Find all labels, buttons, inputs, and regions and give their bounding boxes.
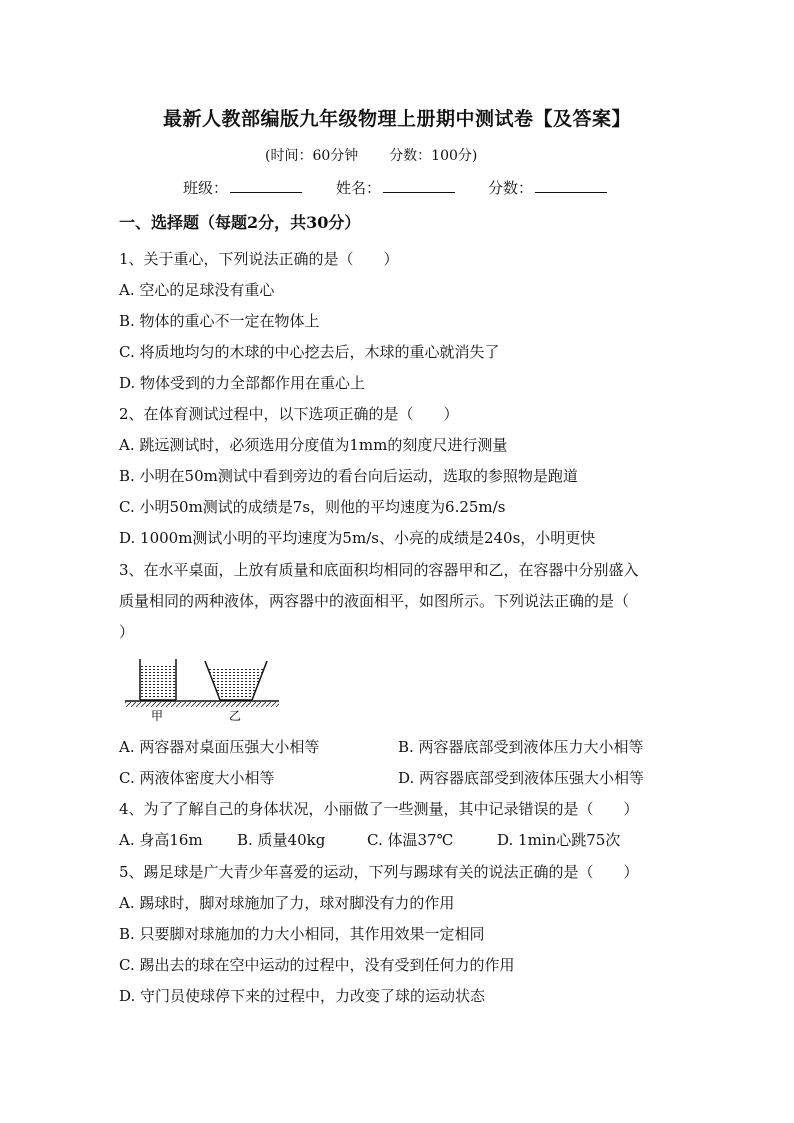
- question-4-option-d[interactable]: D. 1min心跳75次: [497, 831, 621, 849]
- question-1-option-a[interactable]: A. 空心的足球没有重心: [119, 281, 275, 299]
- question-5-option-d[interactable]: D. 守门员使球停下来的过程中，力改变了球的运动状态: [119, 987, 486, 1005]
- question-1-option-d[interactable]: D. 物体受到的力全部都作用在重心上: [119, 374, 366, 392]
- question-3-stem-line1: 3、在水平桌面，上放有质量和底面积均相同的容器甲和乙，在容器中分别盛入: [119, 561, 639, 579]
- question-4-option-c[interactable]: C. 体温37℃: [367, 831, 454, 849]
- question-4-stem: 4、为了了解自己的身体状况，小丽做了一些测量，其中记录错误的是（ ）: [119, 800, 639, 818]
- time-limit: (时间：60分钟: [265, 148, 359, 164]
- question-5-option-a[interactable]: A. 踢球时，脚对球施加了力，球对脚没有力的作用: [119, 894, 455, 912]
- question-3-option-d[interactable]: D. 两容器底部受到液体压强大小相等: [398, 769, 645, 787]
- question-1-stem: 1、关于重心，下列说法正确的是（ ）: [119, 250, 399, 268]
- question-4-option-a[interactable]: A. 身高16m: [119, 831, 203, 849]
- container-yi: [205, 661, 267, 700]
- question-3-option-c[interactable]: C. 两液体密度大小相等: [119, 769, 275, 787]
- score-field: [488, 177, 607, 198]
- question-5-option-b[interactable]: B. 只要脚对球施加的力大小相同，其作用效果一定相同: [119, 925, 485, 943]
- containers-figure: [121, 657, 281, 723]
- class-blank[interactable]: [230, 178, 302, 193]
- score-blank[interactable]: [535, 178, 607, 193]
- total-score: 分数：100分): [389, 148, 478, 164]
- exam-title: 最新人教部编版九年级物理上册期中测试卷【及答案】: [162, 108, 631, 130]
- question-5-option-c[interactable]: C. 踢出去的球在空中运动的过程中，没有受到任何力的作用: [119, 956, 515, 974]
- question-1-option-c[interactable]: C. 将质地均匀的木球的中心挖去后，木球的重心就消失了: [119, 343, 500, 361]
- class-label: 班级：: [183, 179, 229, 197]
- question-2-option-b[interactable]: B. 小明在50m测试中看到旁边的看台向后运动，选取的参照物是跑道: [119, 467, 578, 485]
- container-jia: [140, 659, 176, 700]
- exam-meta: [265, 145, 477, 165]
- name-blank[interactable]: [383, 178, 455, 193]
- question-5-stem: 5、踢足球是广大青少年喜爱的运动，下列与踢球有关的说法正确的是（ ）: [119, 863, 639, 881]
- question-2-option-a[interactable]: A. 跳远测试时，必须选用分度值为1mm的刻度尺进行测量: [119, 436, 508, 454]
- section-heading: 一、选择题（每题2分，共30分）: [119, 213, 361, 232]
- question-3-option-b[interactable]: B. 两容器底部受到液体压力大小相等: [398, 738, 644, 756]
- label-jia: 甲: [151, 709, 164, 723]
- name-field: [336, 177, 455, 198]
- question-2-stem: 2、在体育测试过程中，以下选项正确的是（ ）: [119, 405, 459, 423]
- question-4-option-b[interactable]: B. 质量40kg: [237, 831, 326, 849]
- question-3-option-a[interactable]: A. 两容器对桌面压强大小相等: [119, 738, 320, 756]
- name-label: 姓名：: [336, 179, 382, 197]
- table-hatch: [125, 702, 279, 707]
- question-3-stem-line2: 质量相同的两种液体，两容器中的液面相平，如图所示。下列说法正确的是（: [119, 592, 630, 610]
- question-3-stem-line3: ）: [119, 623, 135, 641]
- question-2-option-d[interactable]: D. 1000m测试小明的平均速度为5m/s、小亮的成绩是240s，小明更快: [119, 529, 596, 547]
- label-yi: 乙: [229, 709, 242, 723]
- score-label: 分数：: [488, 179, 534, 197]
- class-field: [183, 177, 302, 198]
- question-2-option-c[interactable]: C. 小明50m测试的成绩是7s，则他的平均速度为6.25m/s: [119, 498, 506, 516]
- question-1-option-b[interactable]: B. 物体的重心不一定在物体上: [119, 312, 320, 330]
